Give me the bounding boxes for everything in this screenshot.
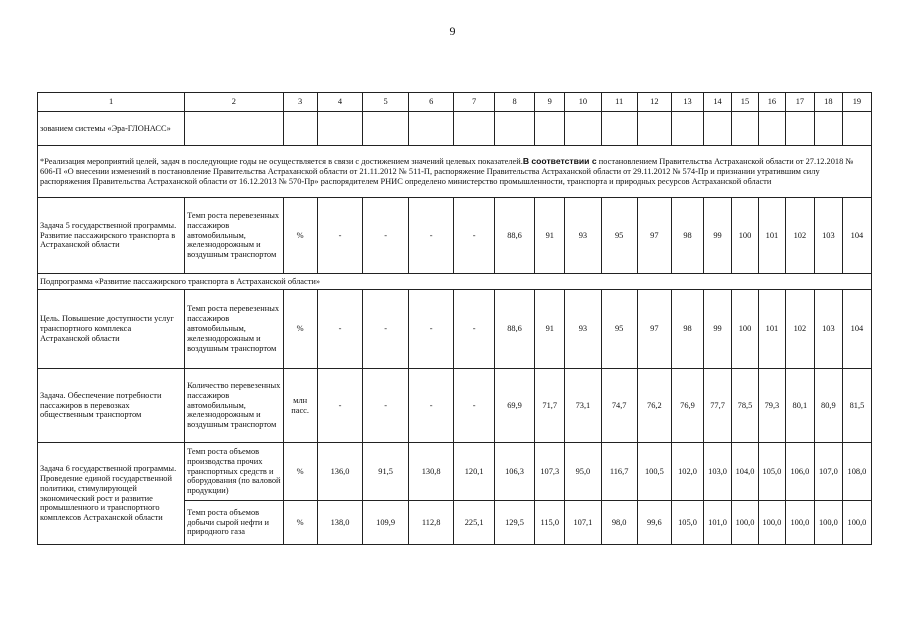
column-number-header: 10 [565, 93, 601, 112]
value-cell: 100,0 [814, 501, 842, 545]
note-bold-phrase: В соответствии с [522, 156, 597, 167]
value-cell: 107,1 [565, 501, 601, 545]
task6-row-1 [38, 443, 872, 501]
value-cell: 100 [732, 290, 759, 369]
value-cell: 79,3 [758, 369, 785, 443]
value-cell: 105,0 [671, 501, 703, 545]
header-row [38, 93, 872, 112]
value-cell: 104 [842, 198, 871, 274]
column-number-header: 8 [494, 93, 534, 112]
value-cell: 78,5 [732, 369, 759, 443]
column-number-header: 1 [38, 93, 185, 112]
note-text-after: постановлением Правительства Астраханской области от 27.12.2018 № 606-П «О внесении изменений в постановление Правительства Астраханской области от 21.11.2012 № 511-П, распоряжение Правительства Астраханской области от 29.11.2012 № 574-Пр и признании утратившим силу распоряжения Правительства Астраханской области от 16.12.2013 № 570-Пр» распорядителем РНИС определено министерство промышленности, транспорта и природных ресурсов Астраханской области [40, 157, 854, 186]
value-cell: 100 [732, 198, 759, 274]
value-cell: 104 [842, 290, 871, 369]
value-cell: 71,7 [535, 369, 565, 443]
indicator-name: Темп роста перевезенных пассажиров автомобильным, железнодорожным и воздушным транспортом [185, 198, 283, 274]
value-cell: 129,5 [494, 501, 534, 545]
column-number-header: 11 [601, 93, 637, 112]
column-number-header: 17 [785, 93, 814, 112]
value-cell: 100,0 [758, 501, 785, 545]
value-cell: 88,6 [494, 290, 534, 369]
value-cell: 107,0 [814, 443, 842, 501]
value-cell: 103 [814, 290, 842, 369]
value-cell: 69,9 [494, 369, 534, 443]
value-cell: 105,0 [758, 443, 785, 501]
column-number-header: 5 [363, 93, 409, 112]
column-number-header: 19 [842, 93, 871, 112]
value-cell: 100,0 [785, 501, 814, 545]
column-number-header: 12 [637, 93, 671, 112]
value-cell: 91,5 [363, 443, 409, 501]
value-cell: 95,0 [565, 443, 601, 501]
unit-cell: % [283, 501, 317, 545]
subprogram-title: Подпрограмма «Развитие пассажирского транспорта в Астраханской области» [38, 274, 872, 290]
value-cell: 74,7 [601, 369, 637, 443]
value-cell: 95 [601, 198, 637, 274]
value-cell: - [454, 369, 494, 443]
value-cell: 102,0 [671, 443, 703, 501]
value-cell: 73,1 [565, 369, 601, 443]
column-number-header: 14 [704, 93, 732, 112]
value-cell: 97 [637, 290, 671, 369]
value-cell: 93 [565, 290, 601, 369]
value-cell: - [317, 290, 363, 369]
column-number-header: 18 [814, 93, 842, 112]
value-cell: 100,0 [732, 501, 759, 545]
indicators-table [37, 92, 872, 545]
unit-cell: % [283, 198, 317, 274]
value-cell: 95 [601, 290, 637, 369]
value-cell: 104,0 [732, 443, 759, 501]
note-text-before: *Реализация мероприятий целей, задач в последующие годы не осуществляется в связи с достижением значений целевых показателей. [40, 157, 523, 167]
page-number: 9 [449, 24, 456, 38]
goal-cell: Цель. Повышение доступности услуг транспортного комплекса Астраханской области [38, 290, 185, 369]
unit-cell: % [283, 443, 317, 501]
footnote [38, 146, 872, 198]
indicator-name: Темп роста объемов добычи сырой нефти и природного газа [185, 501, 283, 545]
value-cell: 100,0 [842, 501, 871, 545]
value-cell: 81,5 [842, 369, 871, 443]
value-cell: 116,7 [601, 443, 637, 501]
indicator-row [38, 369, 872, 443]
value-cell: 136,0 [317, 443, 363, 501]
value-cell: 91 [535, 198, 565, 274]
value-cell: 138,0 [317, 501, 363, 545]
value-cell: - [454, 290, 494, 369]
value-cell: 101 [758, 290, 785, 369]
value-cell: 225,1 [454, 501, 494, 545]
column-number-header: 7 [454, 93, 494, 112]
note-row [38, 146, 872, 198]
value-cell: - [408, 290, 454, 369]
value-cell: 88,6 [494, 198, 534, 274]
value-cell: 93 [565, 198, 601, 274]
value-cell: 120,1 [454, 443, 494, 501]
value-cell: - [363, 290, 409, 369]
goal-cell: зованием системы «Эра-ГЛОНАСС» [38, 112, 185, 146]
value-cell: 106,0 [785, 443, 814, 501]
value-cell: 101 [758, 198, 785, 274]
value-cell: - [408, 198, 454, 274]
subprogram-row [38, 274, 872, 290]
value-cell: 102 [785, 290, 814, 369]
continuation-row [38, 112, 872, 146]
value-cell: 101,0 [704, 501, 732, 545]
column-number-header: 13 [671, 93, 703, 112]
value-cell: 112,8 [408, 501, 454, 545]
column-number-header: 15 [732, 93, 759, 112]
value-cell: 106,3 [494, 443, 534, 501]
indicator-row [38, 290, 872, 369]
column-number-header: 9 [535, 93, 565, 112]
value-cell: 108,0 [842, 443, 871, 501]
value-cell: 76,2 [637, 369, 671, 443]
value-cell: 103 [814, 198, 842, 274]
value-cell: 99,6 [637, 501, 671, 545]
value-cell: 98 [671, 290, 703, 369]
indicator-name: Темп роста объемов производства прочих транспортных средств и оборудования (по валовой продукции) [185, 443, 283, 501]
value-cell: 80,9 [814, 369, 842, 443]
value-cell: 109,9 [363, 501, 409, 545]
column-number-header: 4 [317, 93, 363, 112]
value-cell: - [408, 369, 454, 443]
value-cell: - [454, 198, 494, 274]
unit-cell: % [283, 290, 317, 369]
column-number-header: 3 [283, 93, 317, 112]
value-cell: 107,3 [535, 443, 565, 501]
unit-cell: млн пасс. [283, 369, 317, 443]
value-cell: - [317, 198, 363, 274]
goal-cell: Задача. Обеспечение потребности пассажиров в перевозках общественным транспортом [38, 369, 185, 443]
value-cell: 98 [671, 198, 703, 274]
indicator-row [38, 198, 872, 274]
value-cell: 97 [637, 198, 671, 274]
value-cell: 100,5 [637, 443, 671, 501]
value-cell: 91 [535, 290, 565, 369]
value-cell: 99 [704, 198, 732, 274]
indicator-name: Количество перевезенных пассажиров автомобильным, железнодорожным и воздушным транспортом [185, 369, 283, 443]
value-cell: 77,7 [704, 369, 732, 443]
value-cell: - [317, 369, 363, 443]
indicator-name: Темп роста перевезенных пассажиров автомобильным, железнодорожным и воздушным транспортом [185, 290, 283, 369]
value-cell: 98,0 [601, 501, 637, 545]
value-cell: 76,9 [671, 369, 703, 443]
value-cell: - [363, 198, 409, 274]
value-cell: 102 [785, 198, 814, 274]
value-cell: - [363, 369, 409, 443]
value-cell: 99 [704, 290, 732, 369]
value-cell: 80,1 [785, 369, 814, 443]
column-number-header: 2 [185, 93, 283, 112]
goal-cell: Задача 5 государственной программы. Развитие пассажирского транспорта в Астраханской области [38, 198, 185, 274]
column-number-header: 16 [758, 93, 785, 112]
value-cell: 130,8 [408, 443, 454, 501]
value-cell: 115,0 [535, 501, 565, 545]
column-number-header: 6 [408, 93, 454, 112]
task6-goal-cell: Задача 6 государственной программы. Проведение единой государственной политики, стимулирующей экономический рост и развитие промышленного и транспортного комплексов Астраханской области [38, 443, 185, 545]
value-cell: 103,0 [704, 443, 732, 501]
